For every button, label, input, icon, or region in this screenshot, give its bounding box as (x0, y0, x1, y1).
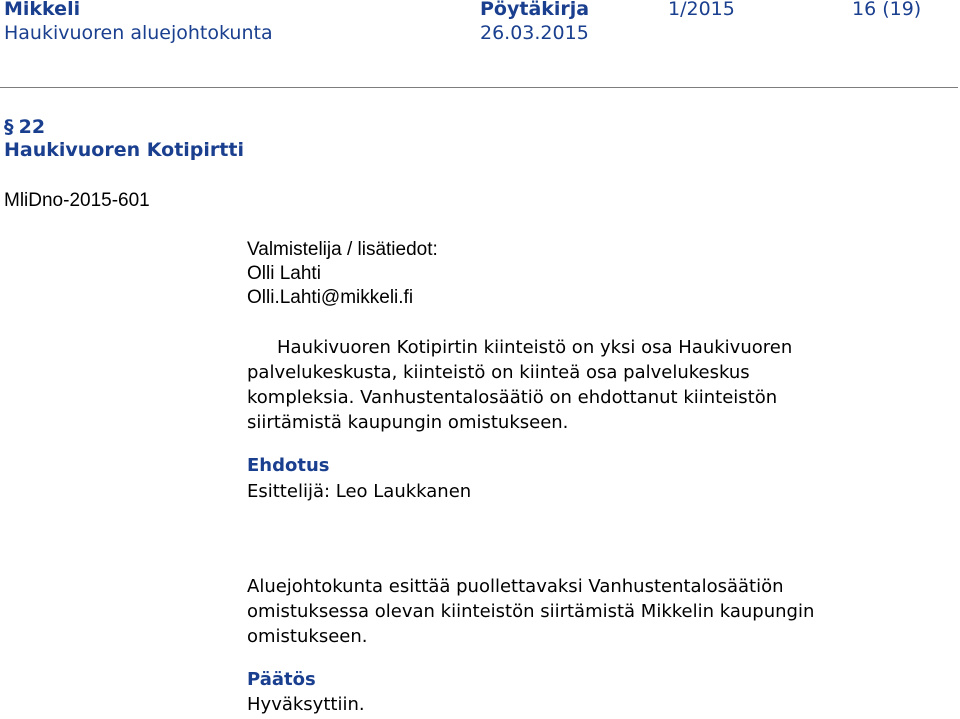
header-divider (0, 87, 958, 88)
decision-heading: Päätös (247, 669, 316, 690)
background-line: kompleksia. Vanhustentalosäätiö on ehdottanut kiinteistön (247, 387, 778, 408)
proposal-paragraph (247, 574, 847, 649)
header-page-number: 16 (19) (852, 0, 922, 20)
record-number: MliDno-2015-601 (4, 190, 150, 211)
header-body: Haukivuoren aluejohtokunta (4, 22, 273, 44)
background-line: siirtämistä kaupungin omistukseen. (247, 412, 569, 433)
preparer-email: Olli.Lahti@mikkeli.fi (247, 287, 414, 308)
section-symbol: § (4, 116, 14, 138)
background-line: palvelukeskusta, kiinteistö on kiinteä osa palvelukeskus (247, 362, 750, 383)
preparer-label: Valmistelija / lisätiedot: (247, 239, 438, 260)
proposal-heading: Ehdotus (247, 455, 330, 476)
proposal-line: Aluejohtokunta esittää puollettavaksi Vanhustentalosäätiön (247, 576, 784, 597)
proposal-line: omistukseen. (247, 626, 368, 647)
header-date: 26.03.2015 (480, 22, 589, 44)
proposal-presenter: Esittelijä: Leo Laukkanen (247, 481, 472, 502)
proposal-line: omistuksessa olevan kiinteistön siirtämistä Mikkelin kaupungin (247, 601, 815, 622)
background-paragraph (247, 335, 847, 435)
header-organization: Mikkeli (4, 0, 81, 20)
decision-text: Hyväksyttiin. (247, 694, 365, 715)
preparer-name: Olli Lahti (247, 263, 321, 284)
section-title: Haukivuoren Kotipirtti (4, 139, 244, 161)
background-line: Haukivuoren Kotipirtin kiinteistö on yksi osa Haukivuoren (277, 337, 793, 358)
section-number-value: 22 (18, 116, 46, 138)
section-number (4, 116, 45, 138)
header-meeting-number: 1/2015 (668, 0, 735, 20)
header-doc-type: Pöytäkirja (480, 0, 590, 20)
